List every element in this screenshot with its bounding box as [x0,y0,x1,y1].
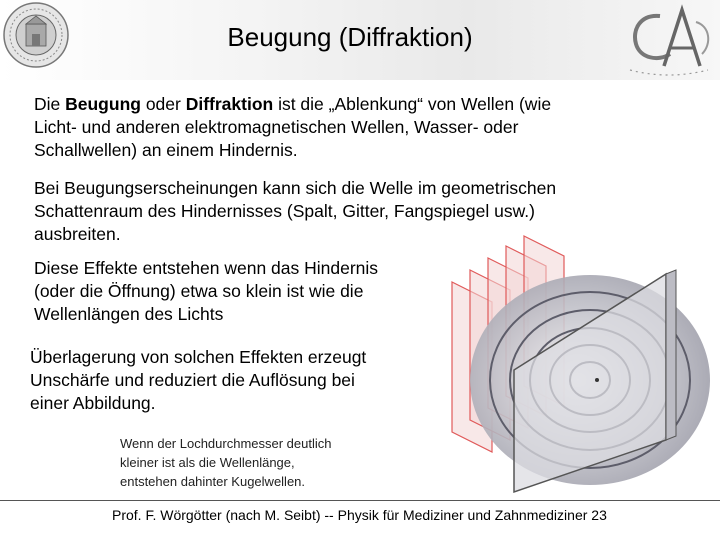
blur-paragraph [30,346,366,415]
term-beugung: Beugung [65,94,141,114]
caption-line-1: Wenn der Lochdurchmesser deutlich [120,436,332,451]
intro-text-b: oder [140,94,186,114]
shadow-line-2: Schattenraum des Hindernisses (Spalt, Gitter, Fangspiegel usw.) [34,201,535,221]
intro-line-2: Licht- und anderen elektromagnetischen Wellen, Wasser- oder [34,117,519,137]
page-title: Beugung (Diffraktion) [227,22,473,52]
caption-line-3: entstehen dahinter Kugelwellen. [120,474,306,489]
university-seal-icon [2,0,70,70]
intro-text-c: ist die „Ablenkung“ von Wellen (wie [273,94,552,114]
shadow-line-3: ausbreiten. [34,224,121,244]
intro-line-3: Schallwellen) an einem Hindernis. [34,140,298,160]
effects-line-2: (oder die Öffnung) etwa so klein ist wie die [34,281,364,301]
ga-monogram-logo-icon [620,4,716,82]
blur-line-3: einer Abbildung. [30,393,156,413]
diagram-caption [120,434,332,491]
blur-line-2: Unschärfe und reduziert die Auflösung bei [30,370,355,390]
intro-line-1 [34,93,551,116]
effects-line-3: Wellenlängen des Lichts [34,304,224,324]
effects-paragraph [34,257,378,326]
shadow-line-1: Bei Beugungserscheinungen kann sich die Welle im geometrischen [34,178,557,198]
term-diffraktion: Diffraktion [185,94,274,114]
footer-text: Prof. F. Wörgötter (nach M. Seibt) -- Physik für Mediziner und Zahnmediziner 23 [112,507,607,523]
blur-line-1: Überlagerung von solchen Effekten erzeugt [30,347,367,367]
pinhole-dot [595,378,599,382]
intro-text-a: Die [34,94,66,114]
effects-line-1: Diese Effekte entstehen wenn das Hindernis [34,258,379,278]
intro-paragraph [34,93,551,162]
diffraction-diagram [440,230,720,500]
caption-line-2: kleiner ist als die Wellenlänge, [120,455,295,470]
footer-divider [0,500,720,501]
